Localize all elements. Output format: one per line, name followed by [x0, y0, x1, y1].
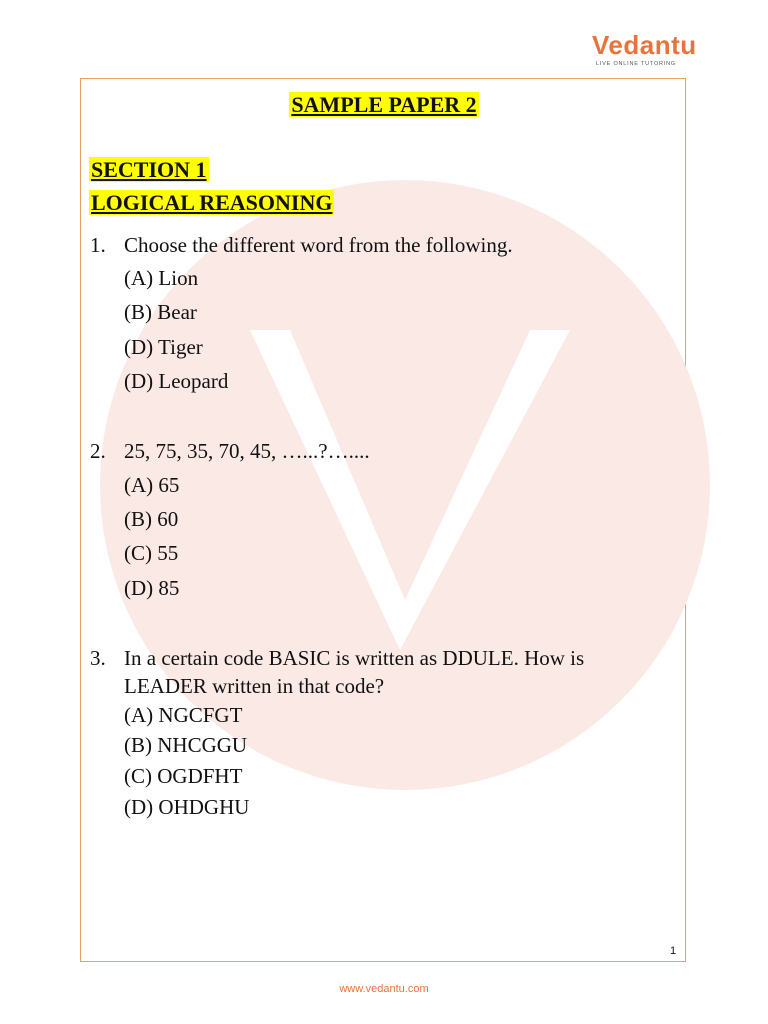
question-2-option-d: (D) 85: [124, 576, 180, 600]
question-1-option-b: (B) Bear: [124, 300, 197, 324]
question-3-option-c: (C) OGDFHT: [124, 764, 243, 788]
page-title: [0, 92, 768, 118]
question-1-option-a: (A) Lion: [124, 266, 199, 290]
question-2-option-b: (B) 60: [124, 507, 179, 531]
question-2-option-c: (C) 55: [124, 541, 179, 565]
question-2-number: 2.: [90, 439, 106, 463]
section-name-label: LOGICAL REASONING: [91, 190, 333, 215]
question-3-number: 3.: [90, 646, 106, 670]
section-name: [89, 190, 334, 216]
question-3-option-d: (D) OHDGHU: [124, 795, 250, 819]
question-1-option-c: (D) Tiger: [124, 335, 203, 359]
section-number: [89, 157, 209, 183]
question-3-text-line2: LEADER written in that code?: [124, 674, 385, 698]
question-1-number: 1.: [90, 233, 106, 257]
question-2-text: 25, 75, 35, 70, 45, …...?…....: [124, 439, 370, 463]
footer-link[interactable]: www.vedantu.com: [339, 983, 429, 995]
question-1-text: Choose the different word from the following.: [124, 233, 513, 257]
question-2-option-a: (A) 65: [124, 473, 180, 497]
vedantu-logo: [592, 30, 697, 70]
section-number-label: SECTION 1: [91, 157, 207, 182]
question-3-text: In a certain code BASIC is written as DDULE. How is: [124, 646, 585, 670]
page-number: 1: [670, 945, 677, 957]
question-1-option-d: (D) Leopard: [124, 369, 229, 393]
logo-tagline: LIVE ONLINE TUTORING: [596, 61, 676, 67]
logo-wordmark: Vedantu: [592, 30, 697, 60]
question-3-option-b: (B) NHCGGU: [124, 733, 248, 757]
sample-paper-title: SAMPLE PAPER 2: [291, 92, 477, 117]
question-3-option-a: (A) NGCFGT: [124, 703, 243, 727]
